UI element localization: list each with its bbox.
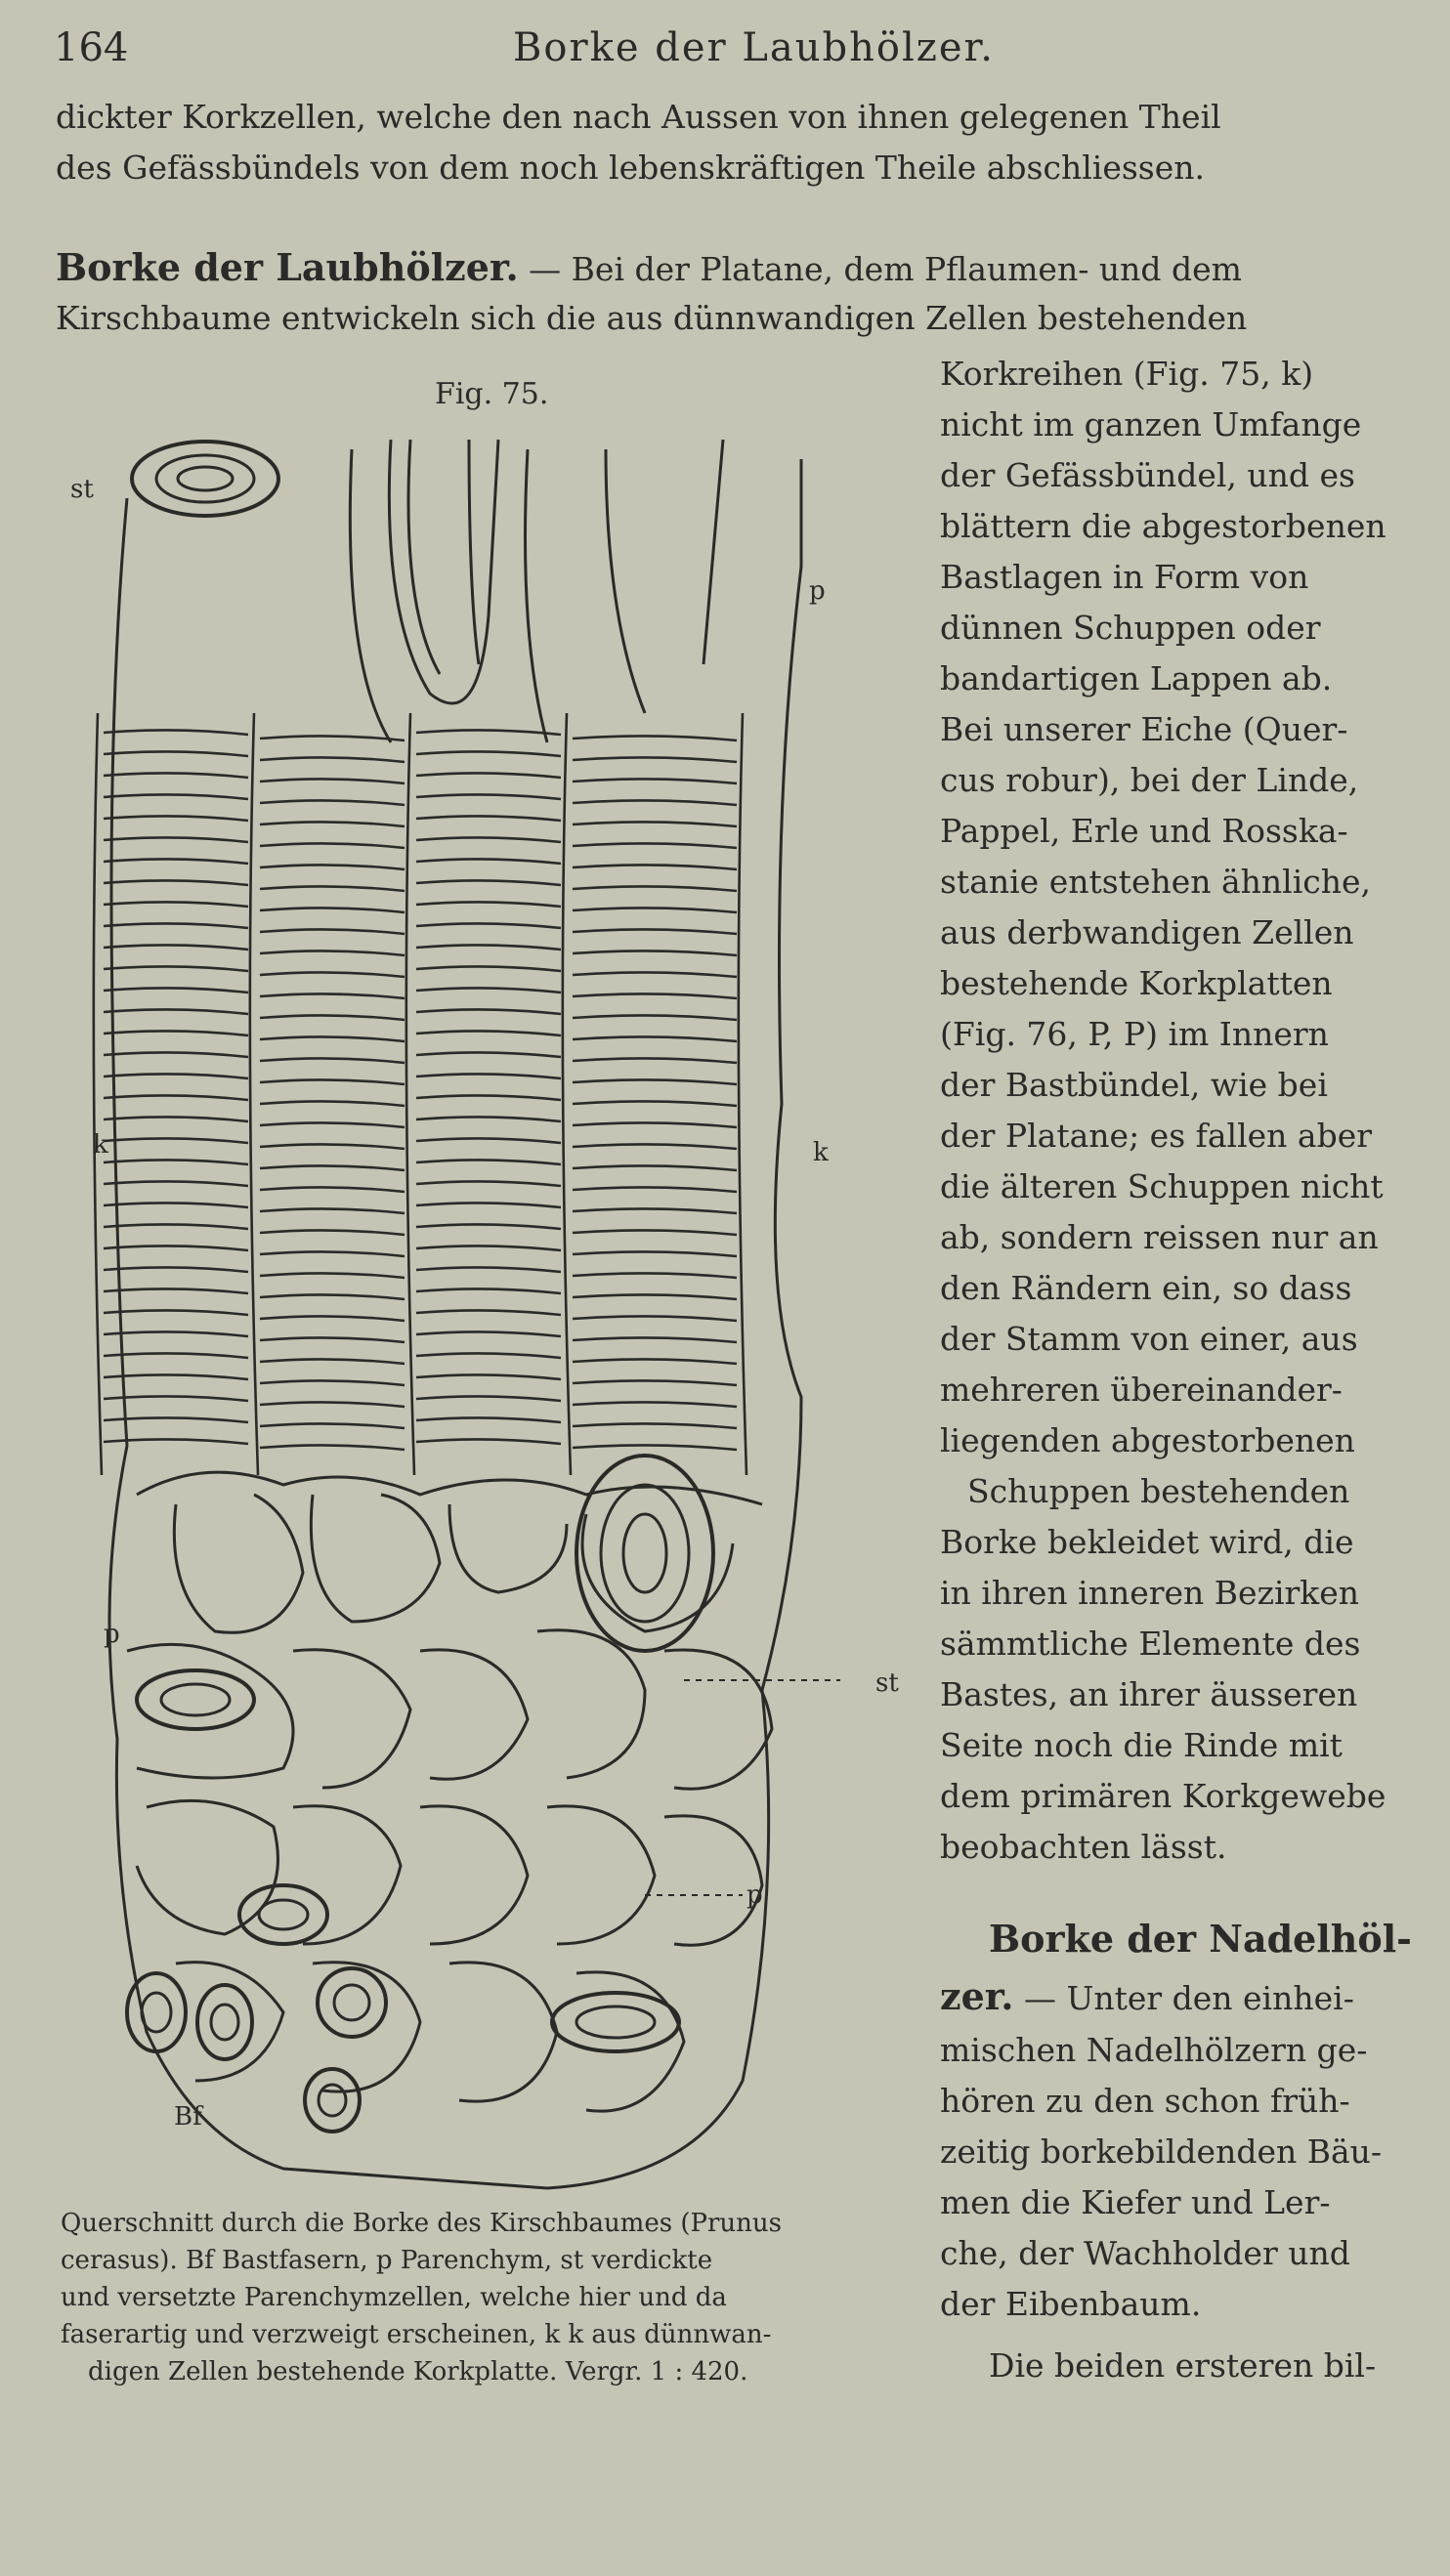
cork-cell-wall (416, 1181, 561, 1186)
cork-cell-wall (104, 816, 248, 821)
column-line: Pappel, Erle und Rosska- (940, 812, 1348, 850)
body-line: Kirschbaume entwickeln sich die aus dünnwandigen Zellen bestehenden (56, 299, 1248, 337)
column-line: der Gefässbündel, und es (940, 456, 1355, 494)
column-line: dünnen Schuppen oder (940, 609, 1321, 647)
section2-heading-rest: — Unter den einhei- (1013, 1979, 1354, 2017)
cork-cell-wall (260, 1036, 405, 1041)
figure-label-st-right: st (875, 1668, 899, 1698)
caption-line: cerasus). Bf Bastfasern, p Parenchym, st verdickte (61, 2246, 713, 2275)
cork-cell-wall (260, 1380, 405, 1385)
column-line: Bastlagen in Form von (940, 558, 1309, 596)
figure-label-p-bottom: p (746, 1880, 763, 1910)
cork-cell-wall (416, 966, 561, 971)
cork-cell-wall (104, 1117, 248, 1121)
cork-cell-wall (260, 757, 405, 762)
cork-cell-wall (260, 843, 405, 848)
cork-column-wall (250, 713, 258, 1475)
cork-cell-wall (573, 1122, 737, 1127)
cork-cell-wall (260, 1337, 405, 1342)
cork-cell-wall (416, 1310, 561, 1315)
cork-cell-wall (104, 1224, 248, 1229)
figure-label-p-left: p (104, 1620, 120, 1649)
section2-heading-end: zer. (940, 1974, 1014, 2018)
caption-line: faserartig und verzweigt erscheinen, k k aus dünnwan- (61, 2320, 772, 2349)
cork-cell-wall (573, 779, 737, 783)
cork-cell-wall (573, 1402, 737, 1407)
cork-cell-wall (104, 880, 248, 885)
cork-cell-wall (104, 923, 248, 928)
section-heading: Borke der Laubhölzer. (56, 245, 519, 289)
figure-title: Fig. 75. (435, 377, 549, 411)
figure-label-bf: Bf (174, 2102, 202, 2132)
cork-cell-wall (416, 1374, 561, 1379)
figure-illustration (59, 420, 918, 2208)
cork-cell-wall (260, 822, 405, 826)
cork-cell-wall (573, 1251, 737, 1256)
cork-cell-wall (573, 886, 737, 891)
column-line: nicht im ganzen Umfange (940, 405, 1362, 443)
column-line: Bei unserer Eiche (Quer- (940, 710, 1348, 748)
cork-cell-wall (104, 1009, 248, 1014)
cork-cell-wall (416, 1267, 561, 1272)
cork-cell-wall (416, 880, 561, 885)
section2-heading-line2 (940, 1974, 1354, 2018)
column-line: aus derbwandigen Zellen (940, 913, 1354, 951)
column-line: (Fig. 76, P, P) im Innern (940, 1015, 1329, 1053)
cork-cell-wall (104, 794, 248, 799)
section2-heading-line1: Borke der Nadelhöl- (989, 1917, 1412, 1961)
cork-cell-wall (416, 1203, 561, 1207)
column-line: liegenden abgestorbenen (940, 1421, 1355, 1459)
cork-cell-wall (573, 736, 737, 740)
cork-column-wall (739, 713, 746, 1475)
cork-cell-wall (260, 950, 405, 955)
cork-cell-wall (260, 1316, 405, 1321)
column-line: Bastes, an ihrer äusseren (940, 1675, 1358, 1713)
column-line: der Bastbündel, wie bei (940, 1066, 1328, 1104)
cork-cell-wall (573, 929, 737, 934)
cork-cell-wall (416, 751, 561, 756)
cork-cell-wall (260, 1445, 405, 1450)
column-line: den Rändern ein, so dass (940, 1269, 1352, 1307)
cork-cell-wall (416, 1052, 561, 1057)
column-line: blättern die abgestorbenen (940, 507, 1386, 545)
cork-cell-wall (104, 730, 248, 735)
cork-column-wall (94, 713, 102, 1475)
cork-column-wall (563, 713, 571, 1475)
cork-cell-wall (104, 1353, 248, 1358)
cork-cell-wall (416, 1031, 561, 1035)
cork-cell-wall (260, 886, 405, 891)
cork-cell-wall (416, 1224, 561, 1229)
page-header (54, 25, 1422, 84)
cork-cell-wall (416, 1288, 561, 1293)
cork-cell-wall (104, 1203, 248, 1207)
cork-cell-wall (104, 1181, 248, 1186)
cork-cell-wall (416, 902, 561, 907)
cork-cell-wall (416, 988, 561, 992)
page-number: 164 (54, 25, 129, 70)
column-line: Schuppen bestehenden (967, 1472, 1350, 1510)
running-head: Borke der Laubhölzer. (513, 25, 995, 70)
cork-cell-wall (260, 1230, 405, 1235)
column-line: bandartigen Lappen ab. (940, 659, 1333, 697)
figure-label-st-top: st (70, 475, 94, 504)
cork-cell-wall (104, 1074, 248, 1078)
cork-cell-wall (260, 1079, 405, 1084)
cork-cell-wall (416, 1117, 561, 1121)
cork-cell-wall (573, 1015, 737, 1020)
column-line: Korkreihen (Fig. 75, k) (940, 355, 1314, 393)
column-line: stanie entstehen ähnliche, (940, 863, 1372, 901)
column-line: der Eibenbaum. (940, 2285, 1202, 2323)
cork-cell-wall (104, 1138, 248, 1143)
cork-cell-wall (104, 1310, 248, 1315)
cork-cell-wall (260, 1144, 405, 1149)
cork-cell-wall (416, 1331, 561, 1336)
cork-cell-wall (416, 837, 561, 842)
cork-cell-wall (260, 1187, 405, 1192)
cork-cell-wall (416, 1396, 561, 1401)
cork-cell-wall (573, 1359, 737, 1364)
cork-cell-wall (416, 1009, 561, 1014)
cork-cell-wall (573, 1316, 737, 1321)
cork-cell-wall (573, 1273, 737, 1278)
cork-cell-wall (573, 822, 737, 826)
cork-cell-wall (260, 1122, 405, 1127)
cork-cell-wall (260, 1294, 405, 1299)
cork-cell-wall (416, 816, 561, 821)
cork-cell-wall (416, 1074, 561, 1078)
cork-cell-wall (260, 1058, 405, 1063)
cork-cell-wall (104, 773, 248, 778)
cork-cell-wall (104, 902, 248, 907)
cork-cell-wall (416, 1439, 561, 1444)
cork-cell-wall (573, 1294, 737, 1299)
caption-line: digen Zellen bestehende Korkplatte. Vergr. 1 : 420. (88, 2357, 748, 2386)
cork-cell-wall (260, 972, 405, 977)
column-line: Die beiden ersteren bil- (989, 2346, 1377, 2385)
cork-cell-wall (573, 993, 737, 998)
cork-cell-wall (104, 966, 248, 971)
column-line: mehreren übereinander- (940, 1371, 1343, 1409)
column-line: mischen Nadelhölzern ge- (940, 2031, 1368, 2069)
cork-cell-wall (416, 773, 561, 778)
cork-cell-wall (104, 859, 248, 864)
cork-cell-wall (260, 1402, 405, 1407)
cork-cell-wall (573, 950, 737, 955)
cork-cell-wall (104, 1095, 248, 1100)
column-line: men die Kiefer und Ler- (940, 2183, 1331, 2221)
cork-cell-wall (104, 1246, 248, 1250)
cork-cell-wall (260, 1015, 405, 1020)
cork-cell-wall (573, 1337, 737, 1342)
column-line: in ihren inneren Bezirken (940, 1574, 1360, 1612)
cork-cell-wall (573, 1079, 737, 1084)
cork-cell-wall (573, 757, 737, 762)
cork-cell-wall (573, 1165, 737, 1170)
column-line: sämmtliche Elemente des (940, 1625, 1361, 1663)
cork-cell-wall (260, 908, 405, 912)
column-line: hören zu den schon früh- (940, 2082, 1350, 2120)
figure-label-p-top: p (809, 576, 826, 606)
cork-cell-wall (104, 1439, 248, 1444)
cork-cell-wall (104, 1288, 248, 1293)
cork-cell-wall (260, 779, 405, 783)
column-line: der Stamm von einer, aus (940, 1320, 1358, 1358)
cork-cell-wall (260, 1101, 405, 1106)
cork-cell-wall (260, 1165, 405, 1170)
cork-cell-wall (416, 945, 561, 950)
cork-cell-wall (416, 859, 561, 864)
cork-cell-wall (573, 1036, 737, 1041)
cork-cell-wall (260, 736, 405, 740)
cork-cell-wall (104, 988, 248, 992)
cork-cell-wall (416, 1160, 561, 1164)
cork-cell-wall (104, 751, 248, 756)
body-line: des Gefässbündels von dem noch lebenskräftigen Theile abschliessen. (56, 148, 1205, 187)
column-line: bestehende Korkplatten (940, 964, 1333, 1002)
cork-cell-wall (104, 945, 248, 950)
column-line: ab, sondern reissen nur an (940, 1218, 1379, 1256)
body-line: dickter Korkzellen, welche den nach Aussen von ihnen gelegenen Theil (56, 98, 1221, 136)
column-line: Borke bekleidet wird, die (940, 1523, 1354, 1561)
cork-cell-wall (573, 1380, 737, 1385)
column-line: Seite noch die Rinde mit (940, 1726, 1343, 1764)
cork-cell-wall (573, 1058, 737, 1063)
cork-cell-wall (573, 1101, 737, 1106)
column-line: dem primären Korkgewebe (940, 1777, 1386, 1815)
cork-cell-wall (416, 1417, 561, 1422)
cork-cell-wall (104, 1031, 248, 1035)
cork-cell-wall (416, 1095, 561, 1100)
cork-cell-wall (260, 1423, 405, 1428)
section-first-line (56, 245, 1242, 289)
cork-cell-wall (573, 908, 737, 912)
cork-cell-wall (260, 929, 405, 934)
cork-cell-wall (416, 1246, 561, 1250)
cork-cell-wall (573, 843, 737, 848)
cork-cell-wall (260, 865, 405, 869)
cork-cell-wall (104, 1267, 248, 1272)
cork-cell-wall (573, 1423, 737, 1428)
cork-cell-wall (260, 1251, 405, 1256)
cork-cell-wall (260, 1208, 405, 1213)
cork-cell-wall (260, 1359, 405, 1364)
cork-cell-wall (573, 1230, 737, 1235)
cork-cell-wall (260, 800, 405, 805)
section-first-line-rest: — Bei der Platane, dem Pflaumen- und dem (518, 250, 1242, 288)
cork-cell-wall (104, 1374, 248, 1379)
cork-cell-wall (573, 972, 737, 977)
cork-cell-wall (573, 1445, 737, 1450)
cork-cell-wall (104, 837, 248, 842)
cork-cell-wall (260, 993, 405, 998)
cork-cell-wall (573, 1144, 737, 1149)
cork-cell-wall (260, 1273, 405, 1278)
column-line: der Platane; es fallen aber (940, 1117, 1373, 1155)
column-line: che, der Wachholder und (940, 2234, 1350, 2272)
cork-column-wall (406, 713, 414, 1475)
caption-line: und versetzte Parenchymzellen, welche hier und da (61, 2283, 727, 2312)
cork-cell-wall (573, 800, 737, 805)
cork-cell-wall (104, 1160, 248, 1164)
cork-cell-wall (416, 1138, 561, 1143)
cork-cell-wall (573, 865, 737, 869)
column-line: cus robur), bei der Linde, (940, 761, 1359, 799)
cork-cell-wall (573, 1187, 737, 1192)
cork-cell-wall (416, 1353, 561, 1358)
column-line: zeitig borkebildenden Bäu- (940, 2133, 1383, 2171)
cork-cell-wall (573, 1208, 737, 1213)
cork-cell-wall (104, 1052, 248, 1057)
cork-cell-wall (416, 730, 561, 735)
column-line: die älteren Schuppen nicht (940, 1167, 1384, 1205)
figure-label-k-left: k (93, 1130, 108, 1160)
cork-cell-wall (416, 794, 561, 799)
column-line: beobachten lässt. (940, 1828, 1227, 1866)
cork-cell-wall (104, 1331, 248, 1336)
cork-cell-wall (416, 923, 561, 928)
figure-label-k-right: k (813, 1138, 829, 1167)
caption-line: Querschnitt durch die Borke des Kirschbaumes (Prunus (61, 2209, 782, 2238)
